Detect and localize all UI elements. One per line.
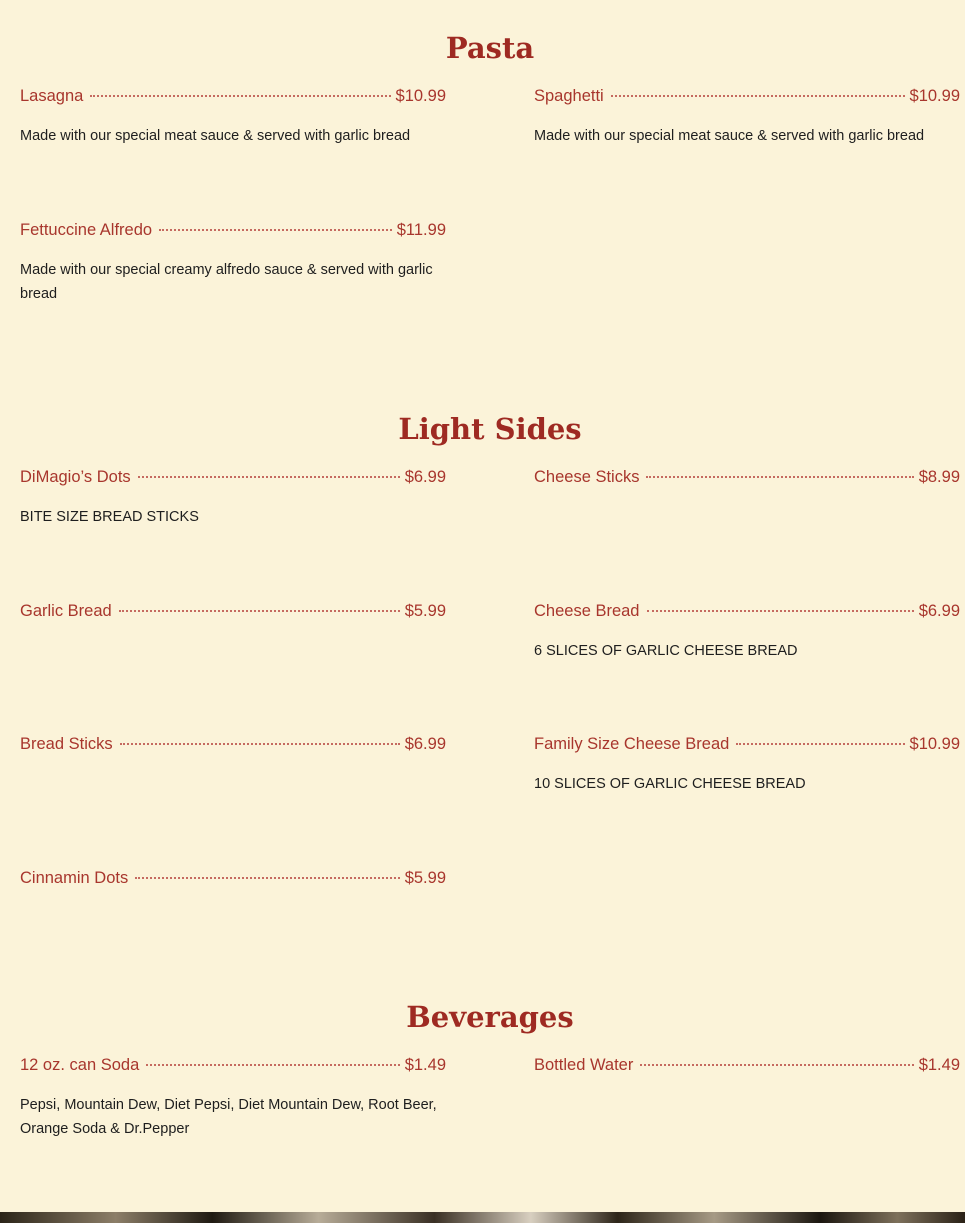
- menu-item-dimagios-dots: [20, 468, 446, 529]
- dot-leader: [146, 1064, 399, 1066]
- item-price: $10.99: [909, 87, 960, 105]
- menu-item-spaghetti: [534, 87, 960, 148]
- footer-photo-strip: [0, 1212, 965, 1223]
- section-title-beverages: Beverages: [406, 1000, 574, 1034]
- item-description: Made with our special creamy alfredo sauce & served with garlic bread: [20, 262, 433, 302]
- menu-item-cheese-sticks: [534, 468, 960, 490]
- item-price: $10.99: [395, 87, 446, 105]
- item-description: BITE SIZE BREAD STICKS: [20, 509, 199, 525]
- menu-item-bottled-water: [534, 1056, 960, 1078]
- item-price: $1.49: [918, 1056, 960, 1074]
- dot-leader: [736, 743, 904, 745]
- dot-leader: [646, 476, 913, 478]
- section-title-light-sides: Light Sides: [398, 412, 582, 446]
- dot-leader: [647, 610, 914, 612]
- item-name: Garlic Bread: [20, 602, 112, 620]
- item-description: 10 SLICES OF GARLIC CHEESE BREAD: [534, 776, 806, 792]
- item-name: Bottled Water: [534, 1056, 634, 1074]
- menu-item-cinnamin-dots: [20, 869, 446, 891]
- item-price: $1.49: [404, 1056, 446, 1074]
- menu-item-family-size-cheese-bread: [534, 735, 960, 796]
- item-price: $6.99: [404, 735, 446, 753]
- dot-leader: [640, 1064, 913, 1066]
- menu-item-cheese-bread: [534, 602, 960, 663]
- item-description: Made with our special meat sauce & served with garlic bread: [20, 128, 411, 144]
- dot-leader: [135, 877, 399, 879]
- item-description: Pepsi, Mountain Dew, Diet Pepsi, Diet Mountain Dew, Root Beer, Orange Soda & Dr.Pepper: [20, 1097, 437, 1137]
- item-name: DiMagio’s Dots: [20, 468, 131, 486]
- section-title-pasta: Pasta: [445, 31, 535, 65]
- menu-item-can-soda: [20, 1056, 446, 1141]
- item-price: $10.99: [909, 735, 960, 753]
- menu-item-garlic-bread: [20, 602, 446, 624]
- menu-item-lasagna: [20, 87, 446, 148]
- item-name: Cheese Bread: [534, 602, 640, 620]
- item-name: Spaghetti: [534, 87, 604, 105]
- dot-leader: [159, 229, 392, 231]
- item-name: Bread Sticks: [20, 735, 113, 753]
- dot-leader: [138, 476, 400, 478]
- dot-leader: [90, 95, 390, 97]
- item-description: 6 SLICES OF GARLIC CHEESE BREAD: [534, 643, 798, 659]
- item-price: $11.99: [396, 221, 446, 239]
- item-name: 12 oz. can Soda: [20, 1056, 140, 1074]
- item-price: $8.99: [918, 468, 960, 486]
- item-price: $6.99: [918, 602, 960, 620]
- dot-leader: [119, 610, 400, 612]
- item-price: $6.99: [404, 468, 446, 486]
- dot-leader: [120, 743, 400, 745]
- item-name: Lasagna: [20, 87, 84, 105]
- menu-item-bread-sticks: [20, 735, 446, 757]
- item-price: $5.99: [404, 602, 446, 620]
- item-price: $5.99: [404, 869, 446, 887]
- item-name: Family Size Cheese Bread: [534, 735, 730, 753]
- dot-leader: [611, 95, 905, 97]
- menu-item-fettuccine-alfredo: [20, 221, 446, 306]
- item-description: Made with our special meat sauce & served with garlic bread: [534, 128, 925, 144]
- item-name: Cinnamin Dots: [20, 869, 129, 887]
- item-name: Fettuccine Alfredo: [20, 221, 153, 239]
- item-name: Cheese Sticks: [534, 468, 640, 486]
